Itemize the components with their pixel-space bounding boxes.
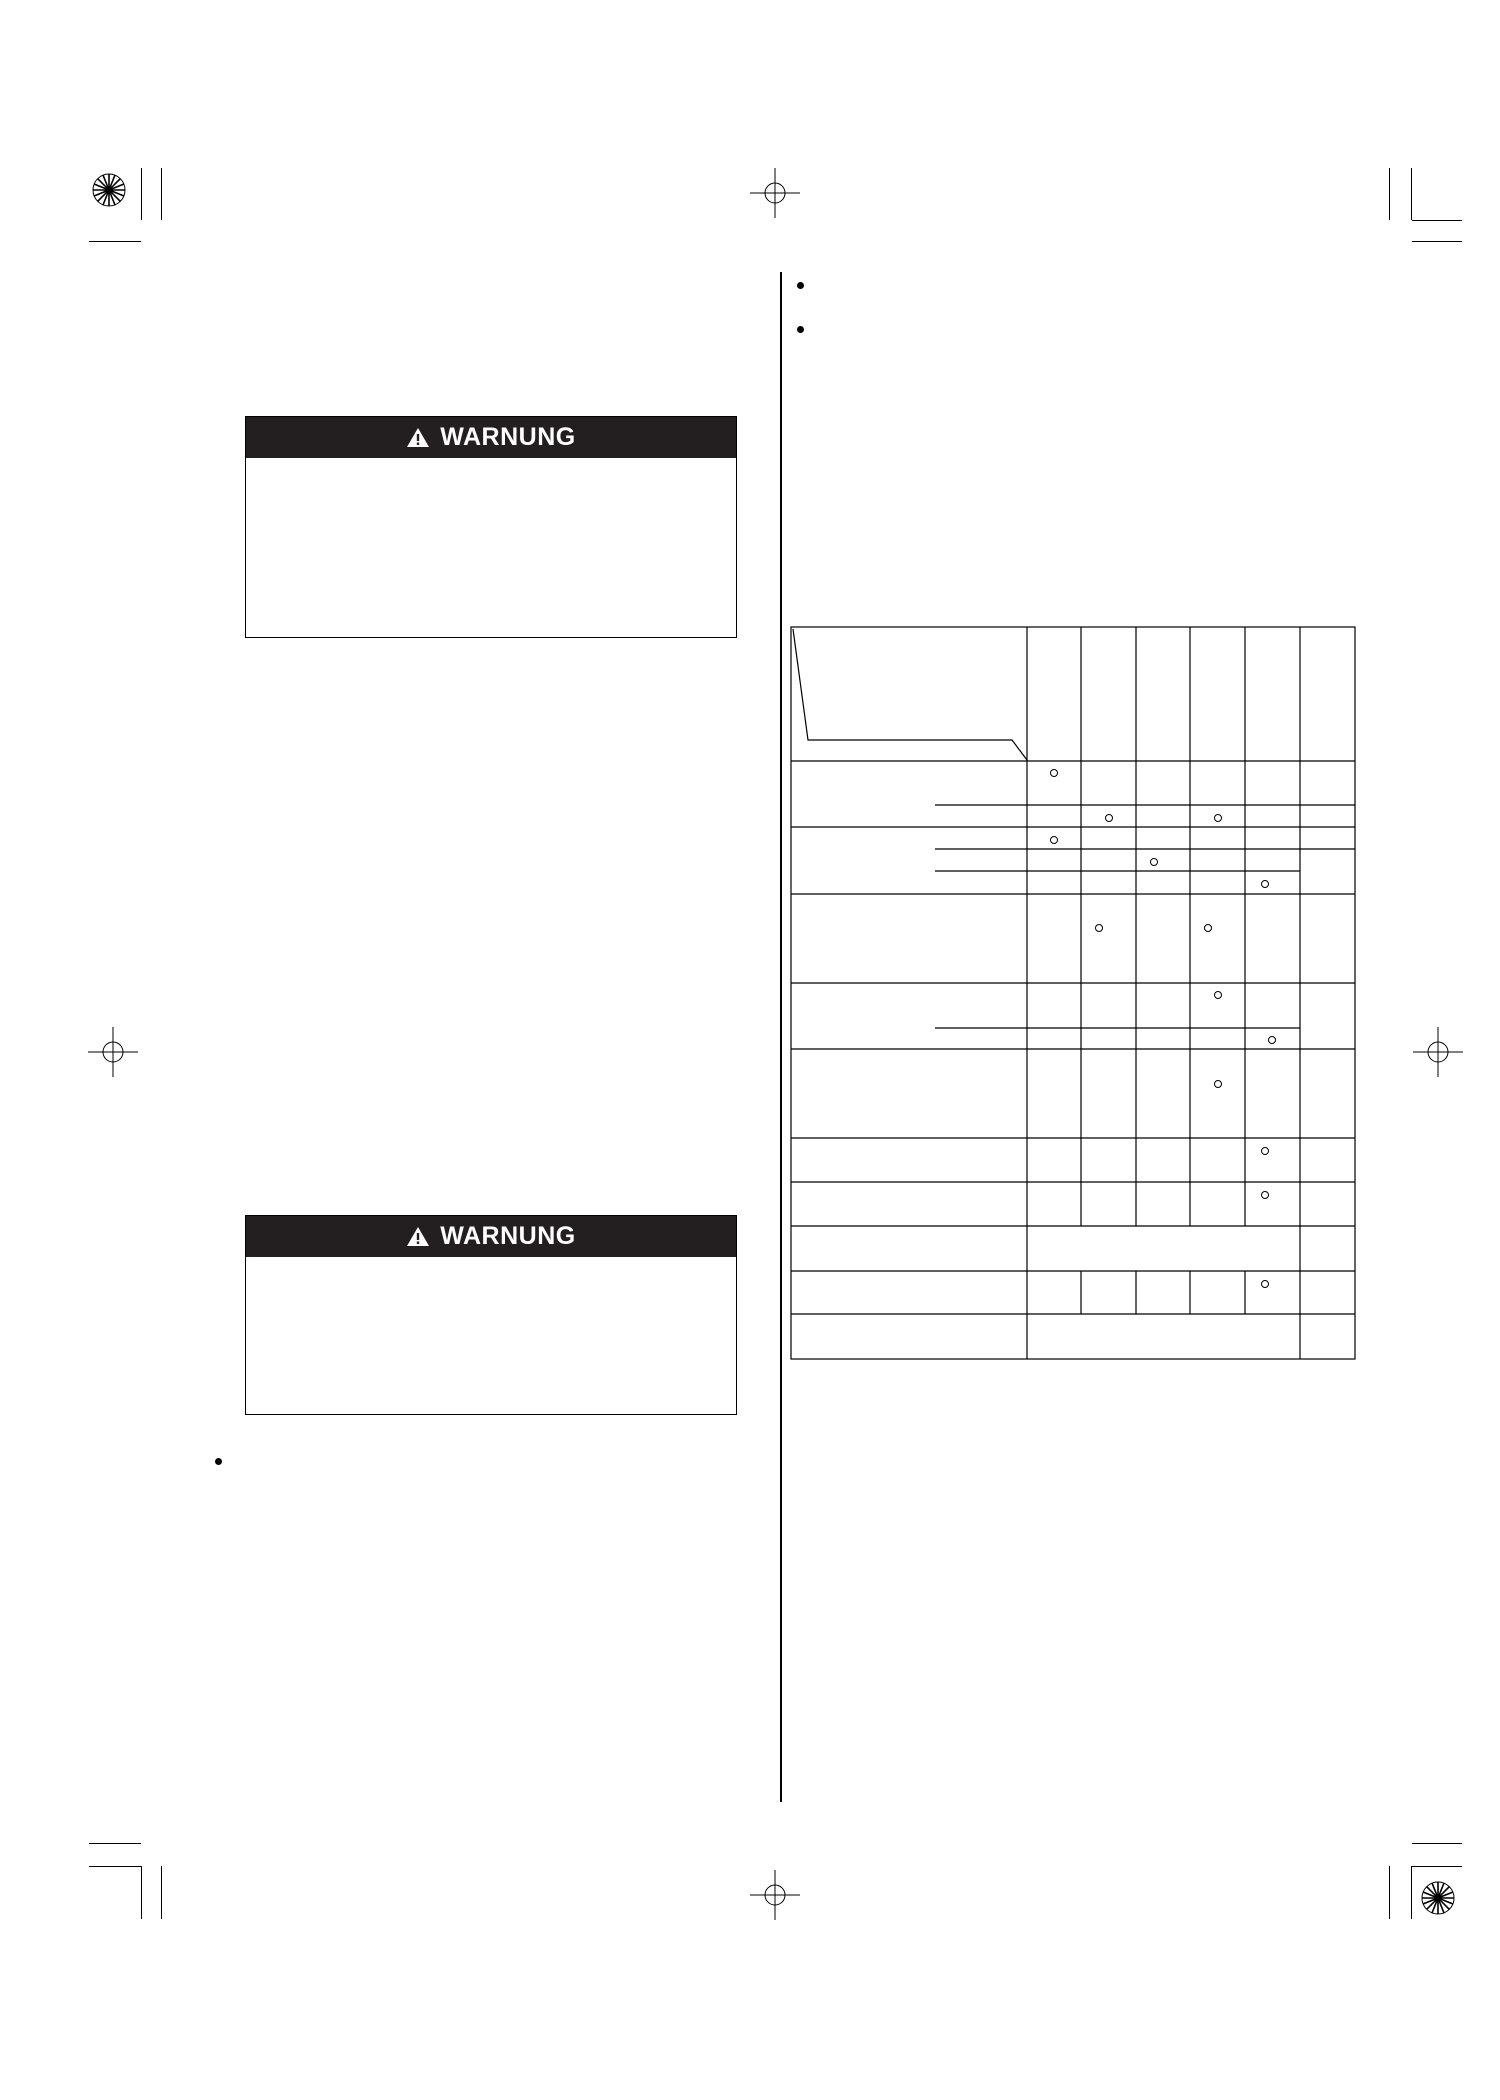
warning-title: WARNUNG [440,423,576,451]
warning-title: WARNUNG [440,1222,576,1250]
